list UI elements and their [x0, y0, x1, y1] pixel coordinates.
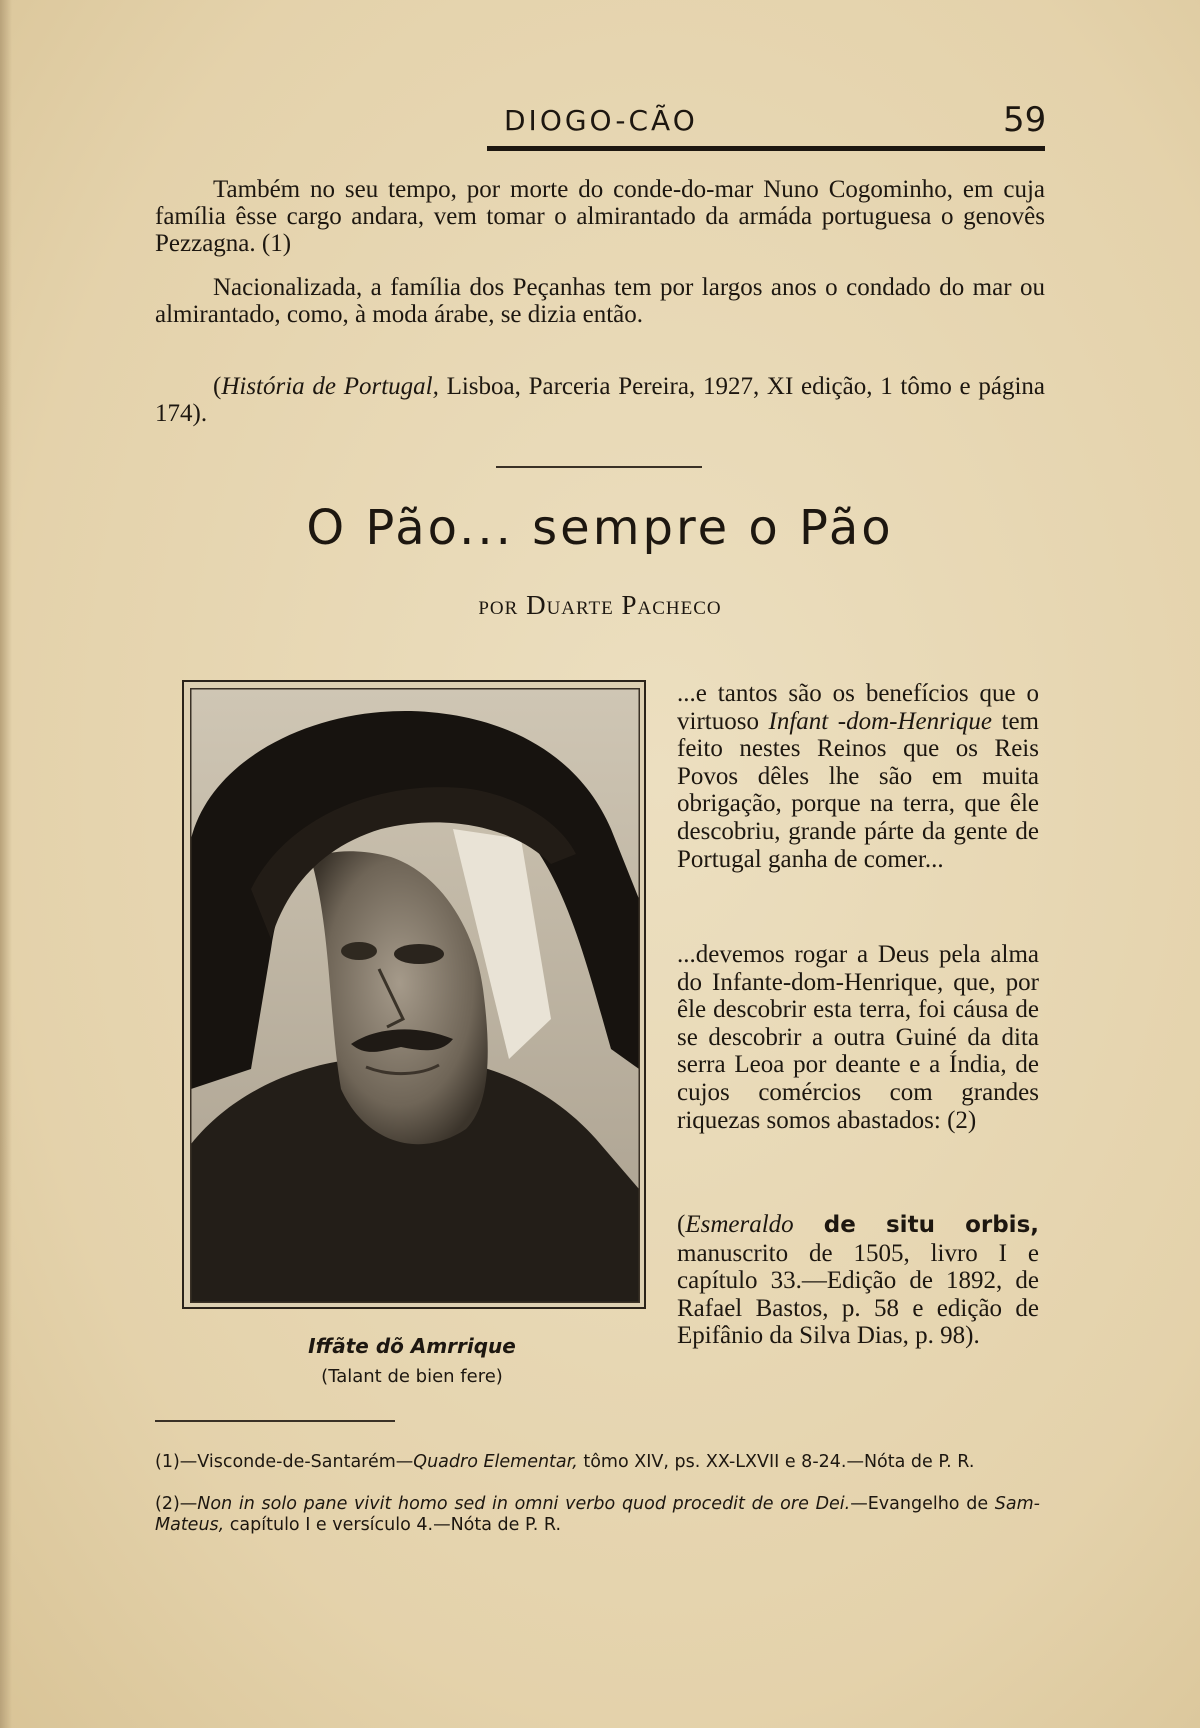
quote-paragraph-2: ...devemos rogar a Deus pela alma do Infante-dom-Henrique, que, por êle descobrir esta terra, foi cáusa de se descobrir a outra Guiné da dita serra Leoa por deante e a Índia, de cujos comércios com grandes riquezas somos abastados: (2) [677, 941, 1039, 1134]
quote-1-start: ...e tantos são os benefícios que o virtuoso [677, 680, 1039, 735]
quote-citation [677, 1211, 1039, 1350]
quote-1-end: tem feito nestes Reinos que os Reis Povos dêles lhe são em muita obrigação, porque na terra, que êle descobriu, grande párte da gente de Portugal ganha de comer... [677, 707, 1039, 873]
footnote-2-mid: —Evangelho de [850, 1494, 995, 1514]
footnote-rule [155, 1420, 395, 1422]
quote-citation-bold: de situ orbis, [793, 1212, 1039, 1238]
citation-book-title: História de Portugal, [221, 373, 439, 400]
footnote-1-rest: tômo XIV, ps. XX-LXVII e 8-24.—Nóta de P. R. [577, 1452, 975, 1472]
article-byline: por Duarte Pacheco [478, 590, 722, 620]
header-rule [487, 146, 1045, 151]
portrait-illustration [191, 689, 639, 1302]
page-number: 59 [1003, 100, 1047, 140]
intro-paragraph-2: Nacionalizada, a família dos Peçanhas tem por largos anos o condado do mar ou almirantado, como, à moda árabe, se dizia então. [155, 274, 1045, 328]
portrait-frame [182, 680, 646, 1309]
footnote-1-lead: (1)—Visconde-de-Santarém— [155, 1452, 414, 1472]
citation-open: ( [213, 373, 222, 400]
intro-paragraph-1: Também no seu tempo, por morte do conde-do-mar Nuno Cogominho, em cuja família êsse cargo andara, vem tomar o almirantado da armáda portuguesa o genovês Pezzagna. (1) [155, 176, 1045, 257]
quote-1-italic: Infant -dom-Henrique [768, 707, 992, 735]
footnote-2-lead: (2)— [155, 1494, 198, 1514]
intro-citation [155, 373, 1045, 427]
citation-details: Lisboa, Parceria Pereira, 1927, XI edição, 1 tômo e página 174). [155, 373, 1045, 427]
portrait-caption: Iffãte dõ Amrrique [308, 1334, 516, 1358]
running-title: DIOGO-CÃO [504, 104, 698, 137]
quote-citation-details: manuscrito de 1505, livro I e capítulo 33.—Edição de 1892, de Rafael Bastos, p. 58 e edição de Epifânio da Silva Dias, p. 98). [677, 1239, 1039, 1350]
footnote-2-italic-2: Sam-Mateus, [155, 1494, 1040, 1535]
footnote-2 [155, 1494, 1040, 1536]
article-title: O Pão... sempre o Pão [306, 500, 894, 556]
footnote-2-italic: Non in solo pane vivit homo sed in omni verbo quod procedit de ore Dei. [197, 1494, 851, 1514]
footnote-2-rest: capítulo I e versículo 4.—Nóta de P. R. [224, 1515, 562, 1535]
footnote-1 [155, 1452, 1040, 1473]
footnote-1-italic: Quadro Elementar, [413, 1452, 578, 1472]
portrait-image [190, 688, 640, 1303]
portrait-motto: (Talant de bien fere) [321, 1366, 503, 1387]
quote-paragraph-1 [677, 680, 1039, 873]
section-divider [496, 466, 702, 468]
page-edge-shadow [0, 0, 12, 1728]
quote-citation-italic: Esmeraldo [685, 1211, 794, 1238]
quote-citation-open: ( [677, 1211, 686, 1238]
